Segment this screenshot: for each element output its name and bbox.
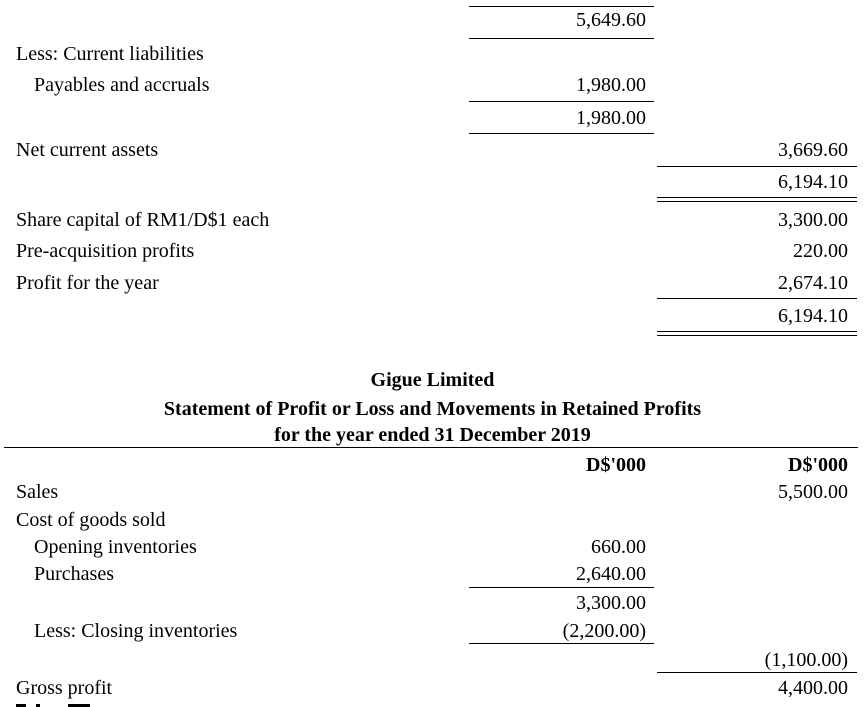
pre-acquisition-label: Pre-acquisition profits [16, 240, 195, 262]
gross-profit-value: 4,400.00 [778, 677, 848, 699]
pre-acquisition-value: 220.00 [793, 240, 848, 262]
double-rule-equity [657, 331, 857, 336]
net-current-assets-value: 3,669.60 [778, 139, 848, 161]
rule-under-cogs-total [657, 672, 857, 673]
col2-header: D$'000 [788, 454, 848, 476]
equity-total: 6,194.10 [778, 305, 848, 327]
subtotal-value: 3,300.00 [576, 592, 646, 614]
less-current-liabilities-label: Less: Current liabilities [16, 43, 204, 65]
company-name: Gigue Limited [370, 369, 495, 391]
cogs-total: (1,100.00) [764, 649, 848, 671]
sales-label: Sales [16, 481, 59, 503]
rule-under-payables [469, 101, 654, 102]
liabilities-total: 1,980.00 [576, 107, 646, 129]
rule-under-current-assets [469, 38, 654, 39]
cogs-label: Cost of goods sold [16, 509, 166, 531]
rule-top-col1 [469, 6, 654, 7]
gross-profit-label: Gross profit [16, 677, 113, 699]
opening-inventories-value: 660.00 [591, 536, 646, 558]
payables-value: 1,980.00 [576, 74, 646, 96]
rule-under-net-current-assets [657, 166, 857, 167]
purchases-value: 2,640.00 [576, 563, 646, 585]
profit-for-year-value: 2,674.10 [778, 272, 848, 294]
sales-value: 5,500.00 [778, 481, 848, 503]
net-current-assets-label: Net current assets [16, 139, 159, 161]
share-capital-value: 3,300.00 [778, 209, 848, 231]
closing-inventories-label: Less: Closing inventories [34, 620, 238, 642]
statement-period: for the year ended 31 December 2019 [274, 424, 591, 446]
statement-title: Statement of Profit or Loss and Movements in Retained Profits [163, 398, 702, 420]
col1-header: D$'000 [586, 454, 646, 476]
opening-inventories-label: Opening inventories [34, 536, 197, 558]
closing-inventories-value: (2,200.00) [562, 620, 646, 642]
profit-for-year-label: Profit for the year [16, 272, 159, 294]
purchases-label: Purchases [34, 563, 114, 585]
rule-under-closing-inventories [469, 643, 654, 644]
rule-under-liabilities [469, 133, 654, 134]
rule-under-heading [4, 447, 858, 448]
double-rule-net-assets [657, 197, 857, 202]
current-assets-total: 5,649.60 [576, 9, 646, 31]
payables-label: Payables and accruals [34, 74, 210, 96]
rule-under-profit-for-year [657, 298, 857, 299]
share-capital-label: Share capital of RM1/D$1 each [16, 209, 270, 231]
rule-under-purchases [469, 587, 654, 588]
net-assets-total: 6,194.10 [778, 171, 848, 193]
